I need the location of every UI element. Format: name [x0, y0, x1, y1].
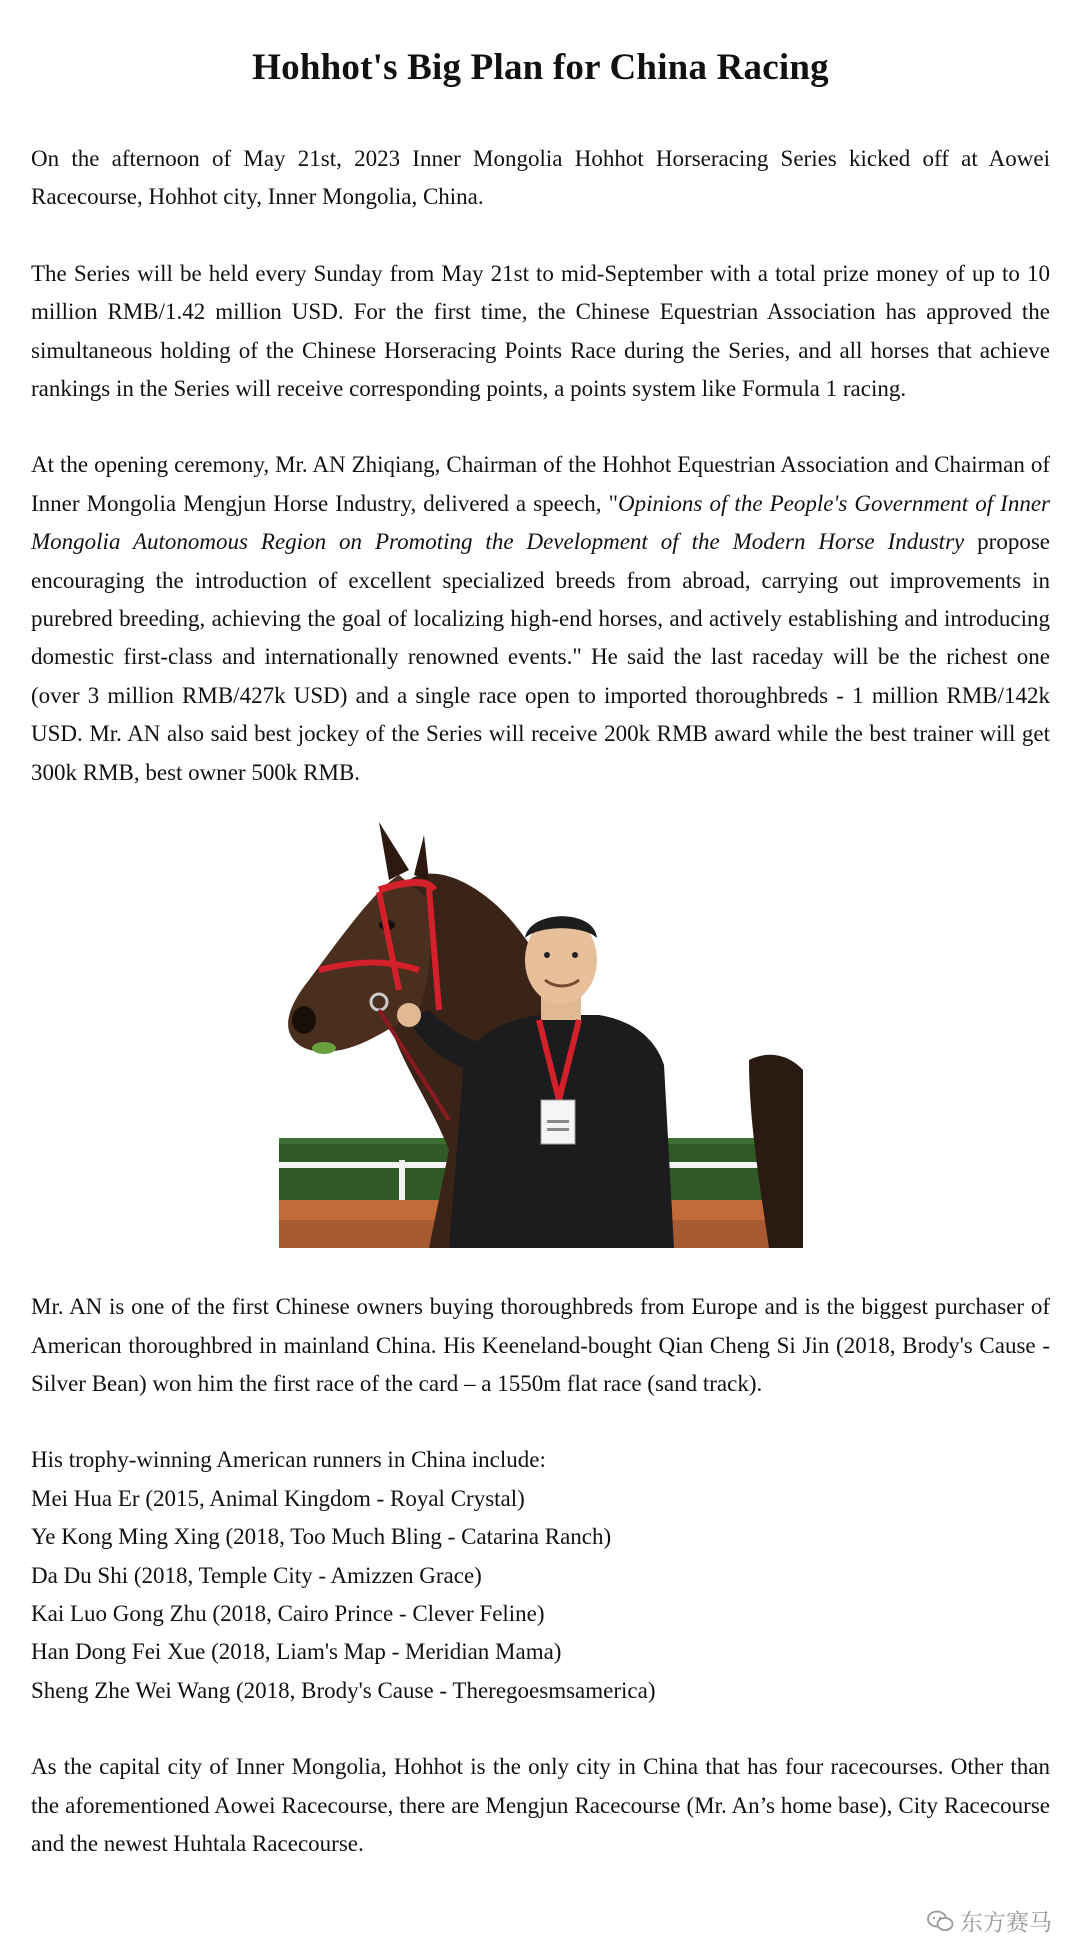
- watermark-text: 东方赛马: [960, 1910, 1052, 1936]
- policy-title: Opinions of the People's Government of Inner Mongolia Autonomous Region on Promoting the Development of the Modern Horse Industry: [31, 490, 1050, 555]
- list-item: Ye Kong Ming Xing (2018, Too Much Bling - Catarina Ranch): [31, 1524, 612, 1550]
- runner-list-intro: His trophy-winning American runners in China include:: [31, 1447, 546, 1473]
- paragraph-intro: On the afternoon of May 21st, 2023 Inner Mongolia Hohhot Horseracing Series kicked off at Aowei Racecourse, Hohhot city, Inner Mongolia, China.: [31, 146, 1050, 210]
- list-item: Sheng Zhe Wei Wang (2018, Brody's Cause - Theregoesmsamerica): [31, 1677, 656, 1703]
- photo-owner-with-horse: [279, 820, 803, 1248]
- wechat-icon: [926, 1909, 954, 1933]
- list-item: Da Du Shi (2018, Temple City - Amizzen Grace): [31, 1562, 482, 1588]
- paragraph-owner: Mr. AN is one of the first Chinese owners buying thoroughbreds from Europe and is the biggest purchaser of American thoroughbred in mainland China. His Keeneland-bought Qian Cheng Si Jin (2018, Brody's Cause - Silver Bean) won him the first race of the card – a 1550m flat race (sand track).: [31, 1294, 1050, 1396]
- page-title: Hohhot's Big Plan for China Racing: [252, 47, 829, 88]
- paragraph-series: The Series will be held every Sunday from May 21st to mid-September with a total prize money of up to 10 million RMB/1.42 million USD. For the first time, the Chinese Equestrian Association has approved the simultaneous holding of the Chinese Horseracing Points Race during the Series, and all horses that achieve rankings in the Series will receive corresponding points, a points system like Formula 1 racing.: [31, 260, 1050, 402]
- watermark: [920, 1902, 1058, 1939]
- paragraph-ceremony: [31, 446, 1050, 792]
- article: [31, 0, 1050, 1863]
- ceremony-text-start: At the opening ceremony, Mr. AN Zhiqiang, Chairman of the Hohhot Equestrian Association and Chairman of Inner Mongolia Mengjun Horse Industry, delivered a speech, ": [31, 452, 1050, 516]
- list-item: Han Dong Fei Xue (2018, Liam's Map - Meridian Mama): [31, 1639, 562, 1665]
- list-item: Mei Hua Er (2015, Animal Kingdom - Royal Crystal): [31, 1485, 525, 1511]
- paragraph-racecourses: As the capital city of Inner Mongolia, Hohhot is the only city in China that has four racecourses. Other than the aforementioned Aowei Racecourse, there are Mengjun Racecourse (Mr. An’s home base), City Racecourse and the newest Huhtala Racecourse.: [31, 1754, 1050, 1856]
- ceremony-text-end: propose encouraging the introduction of excellent specialized breeds from abroad, carrying out improvements in purebred breeding, achieving the goal of localizing high-end horses, and actively establishing and introducing domestic first-class and internationally renowned events." He said the last raceday will be the richest one (over 3 million RMB/427k USD) and a single race open to imported thoroughbreds - 1 million RMB/142k USD. Mr. AN also said best jockey of the Series will receive 200k RMB award while the best trainer will get 300k RMB, best owner 500k RMB.: [31, 529, 1050, 785]
- runner-list: [31, 1441, 1050, 1710]
- list-item: Kai Luo Gong Zhu (2018, Cairo Prince - Clever Feline): [31, 1600, 545, 1626]
- owner-horse-illustration: [279, 820, 803, 1248]
